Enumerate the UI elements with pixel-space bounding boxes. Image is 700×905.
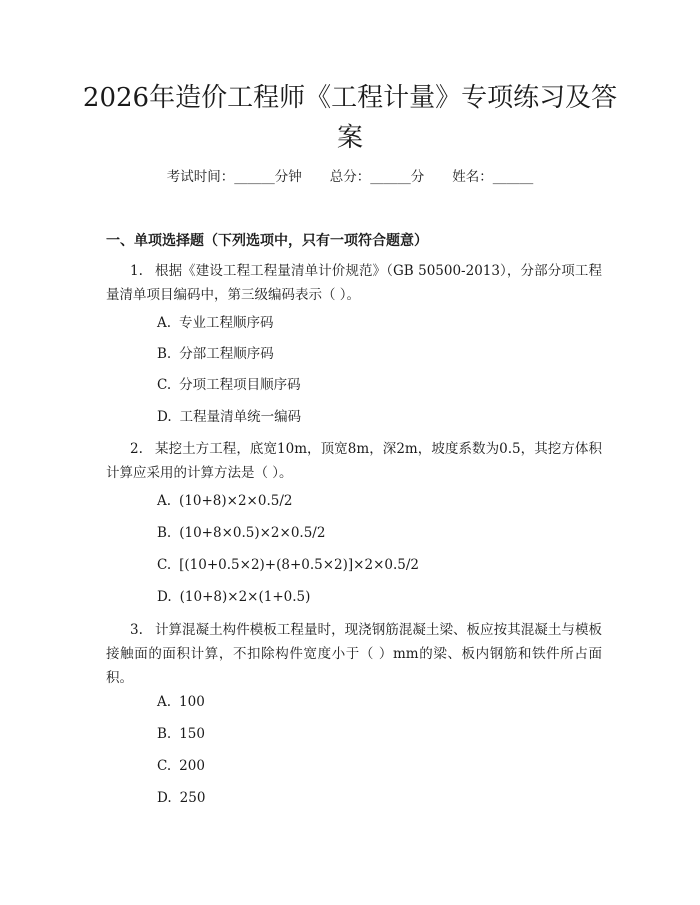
option-text: 250 bbox=[179, 790, 206, 806]
question-1-option-a bbox=[157, 313, 274, 333]
option-text: (10+8×0.5)×2×0.5/2 bbox=[179, 525, 326, 541]
option-text: 专业工程顺序码 bbox=[179, 315, 274, 331]
option-letter: D. bbox=[157, 790, 172, 806]
exam-time-label: 考试时间： bbox=[166, 169, 235, 185]
question-3-option-c bbox=[157, 756, 205, 776]
question-3-option-d bbox=[157, 788, 205, 808]
exam-time-blank: ______ bbox=[234, 169, 275, 185]
question-2-option-b bbox=[157, 523, 325, 543]
question-number: 1. bbox=[130, 263, 143, 279]
option-text: 100 bbox=[179, 694, 205, 710]
option-letter: D. bbox=[157, 589, 172, 605]
option-letter: C. bbox=[157, 557, 172, 573]
question-3-option-a bbox=[157, 692, 205, 712]
question-3-option-b bbox=[157, 724, 205, 744]
question-number: 3. bbox=[130, 622, 143, 638]
question-number: 2. bbox=[130, 441, 143, 457]
option-letter: D. bbox=[157, 409, 172, 425]
question-2-option-c bbox=[157, 555, 419, 575]
option-letter: A. bbox=[157, 694, 172, 710]
exam-time-unit: 分钟 bbox=[274, 169, 302, 185]
total-score-label: 总分： bbox=[329, 169, 371, 185]
question-1-option-d bbox=[157, 407, 301, 427]
question-1-option-b bbox=[157, 344, 274, 364]
total-score-blank: ______ bbox=[370, 169, 411, 185]
option-letter: A. bbox=[157, 493, 172, 509]
document-title: 2026年造价工程师《工程计量》专项练习及答案 bbox=[82, 83, 618, 153]
option-text: 200 bbox=[179, 758, 205, 774]
section-heading: 一、单项选择题（下列选项中，只有一项符合题意） bbox=[106, 233, 428, 249]
option-letter: C. bbox=[157, 377, 172, 393]
option-text: [(10+0.5×2)+(8+0.5×2)]×2×0.5/2 bbox=[179, 557, 420, 573]
option-text: 分项工程项目顺序码 bbox=[179, 377, 301, 393]
question-2-option-d bbox=[157, 587, 310, 607]
question-text: 计算混凝土构件模板工程量时，现浇钢筋混凝土梁、板应按其混凝土与模板接触面的面积计算，不扣除构件宽度小于（ ）mm的梁、板内钢筋和铁件所占面积。 bbox=[106, 622, 602, 686]
name-blank: ______ bbox=[492, 169, 534, 185]
question-text: 根据《建设工程工程量清单计价规范》（GB 50500-2013），分部分项工程量清单项目编码中，第三级编码表示（ ）。 bbox=[106, 263, 602, 303]
question-2 bbox=[106, 437, 602, 485]
option-letter: A. bbox=[157, 315, 172, 331]
option-text: 工程量清单统一编码 bbox=[179, 409, 302, 425]
question-1 bbox=[106, 259, 602, 307]
option-letter: B. bbox=[157, 726, 172, 742]
total-score-unit: 分 bbox=[410, 169, 425, 185]
question-1-option-c bbox=[157, 375, 301, 395]
name-label: 姓名： bbox=[452, 169, 493, 185]
option-text: 分部工程顺序码 bbox=[179, 346, 274, 362]
option-text: (10+8)×2×(1+0.5) bbox=[179, 589, 311, 605]
option-letter: C. bbox=[157, 758, 172, 774]
option-letter: B. bbox=[157, 525, 172, 541]
option-letter: B. bbox=[157, 346, 172, 362]
option-text: 150 bbox=[179, 726, 205, 742]
exam-info-line bbox=[0, 167, 700, 187]
question-3 bbox=[106, 618, 602, 690]
question-2-option-a bbox=[157, 491, 292, 511]
question-text: 某挖土方工程，底宽10m，顶宽8m，深2m，坡度系数为0.5，其挖方体积计算应采用的计算方法是（ ）。 bbox=[106, 441, 602, 481]
option-text: (10+8)×2×0.5/2 bbox=[179, 493, 293, 509]
